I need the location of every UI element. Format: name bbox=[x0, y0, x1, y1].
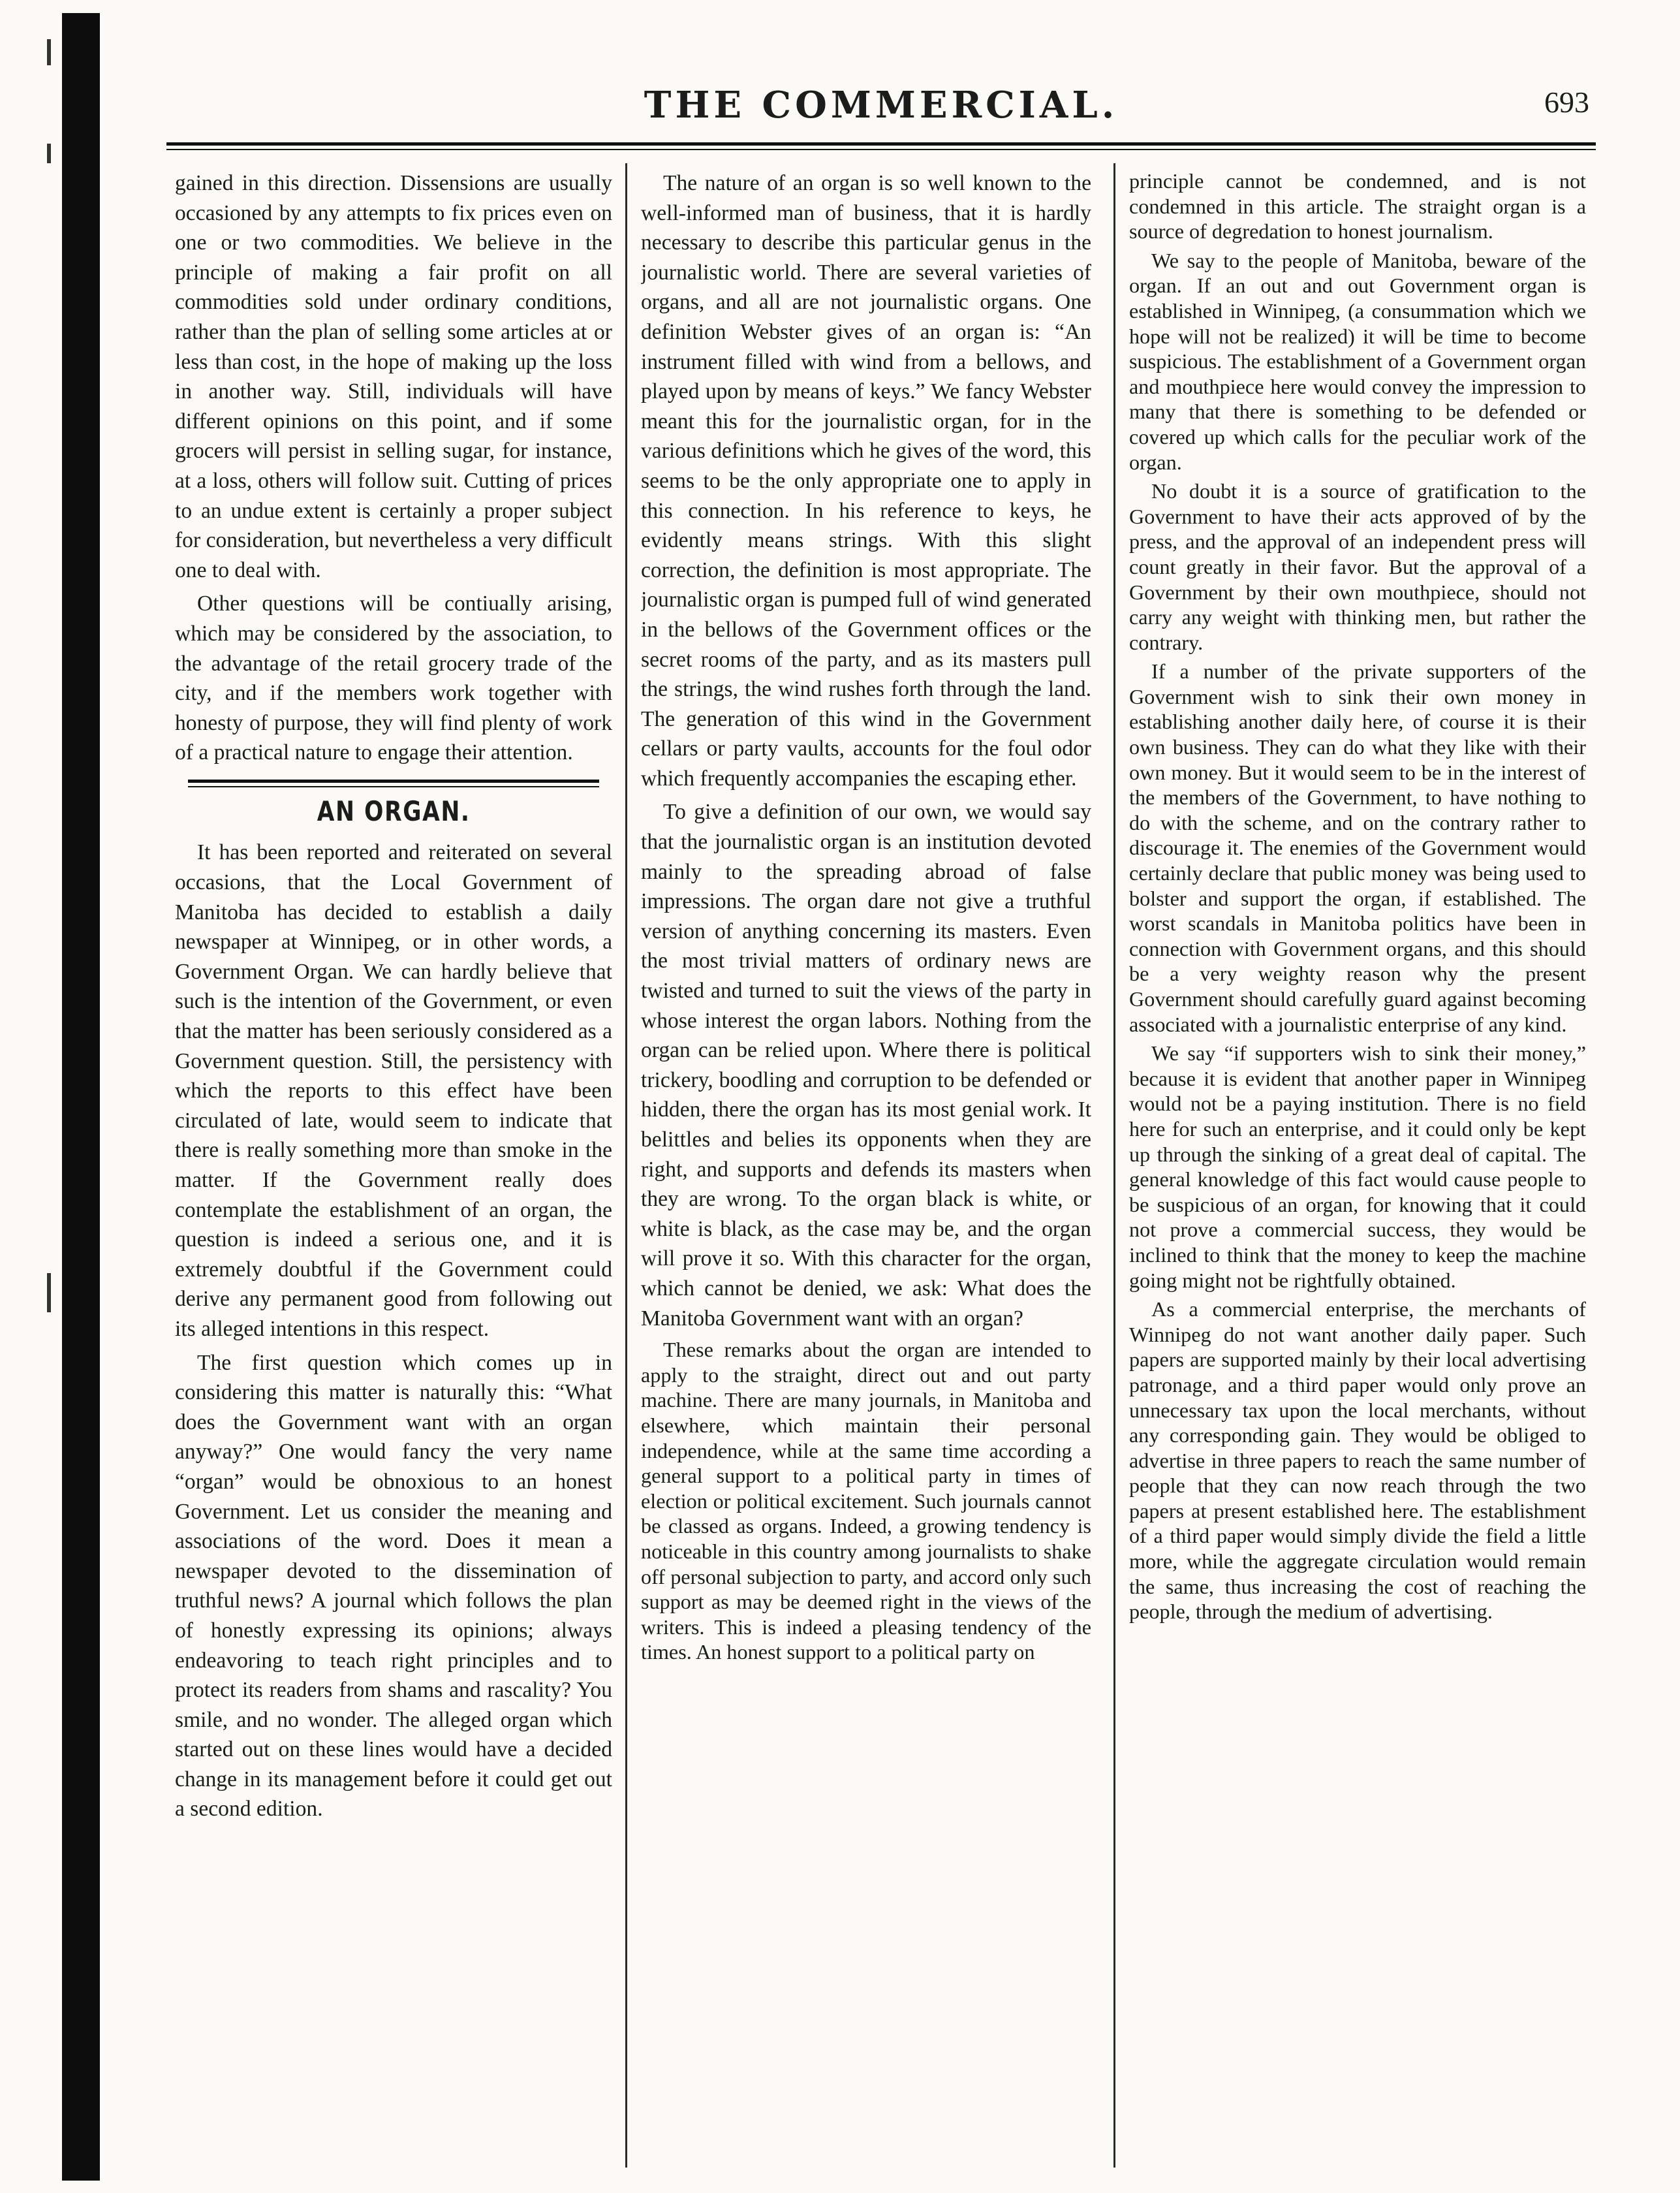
paragraph: Other questions will be contiually arising, which may be considered by the association, to the advantage of the retail grocery trade of the city, and if the members work together with honesty of purpose, they will find plenty of work of a practical nature to engage their attention. bbox=[175, 592, 612, 765]
article-title: AN ORGAN. bbox=[317, 795, 471, 827]
paragraph: principle cannot be condemned, and is not condemned in this article. The straight organ is a source of degredation to honest journalism. bbox=[1129, 169, 1586, 244]
paragraph: The first question which comes up in considering this matter is naturally this: “What does the Government want with an organ anyway?” One would fancy the very name “organ” would be obnoxious to an honest Government. Let us consider the meaning and associations of the word. Does it mean a newspaper devoted to the dissemination of truthful news? A journal which follows the plan of honestly expressing its opinions; always endeavoring to teach right principles and to protect its readers from shams and rascality? You smile, and no wonder. The alleged organ which started out on these lines would have a decided change in its management before it could get out a second edition. bbox=[175, 1350, 612, 1822]
paragraph: The nature of an organ is so well known to the well-informed man of business, that it is hardly necessary to describe this particular genus in the journalistic world. There are several varieties of organs, and all are not journalistic organs. One definition Webster gives of an organ is: “An instrument filled with wind from a bellows, and played upon by means of keys.” We fancy Webster meant this for the journalistic organ, for in the various definitions which he gives of the word, this seems to be the only appropriate one to apply in this connection. In his reference to keys, he evidently means strings. With this slight correction, the definition is most appropriate. The journalistic organ is pumped full of wind generated in the bellows of the Government offices or the secret rooms of the party, and as its masters pull the strings, the wind rushes forth through the land. The generation of this wind in the Government cellars or party vaults, accounts for the foul odor which frequently accompanies the escaping ether. bbox=[641, 171, 1091, 791]
paragraph: To give a definition of our own, we would say that the journalistic organ is an institution devoted mainly to the spreading abroad of false impressions. The organ dare not give a truthful version of anything concerning its masters. Even the most trivial matters of ordinary news are twisted and turned to suit the views of the party in whose interest the organ labors. Nothing from the organ can be relied upon. Where there is political trickery, boodling and corruption to be defended or hidden, there the organ has its most genial work. It belittles and belies its opponents when they are right, and supports and defends its masters when they are wrong. To the organ black is white, or white is black, as the case may be, and the organ will prove it so. With this character for the organ, which cannot be denied, we ask: What does the Manitoba Government want with an organ? bbox=[641, 800, 1091, 1331]
heading-rule bbox=[188, 786, 599, 787]
paragraph: No doubt it is a source of gratification to the Government to have their acts approved of by the press, and the approval of an independent press will count greatly in their favor. But the approval of a Government by their own mouthpiece, should not carry any weight with thinking men, but rather the contrary. bbox=[1129, 479, 1586, 654]
page-number: 693 bbox=[1544, 86, 1589, 119]
margin-mark bbox=[47, 1273, 51, 1312]
article-column-3 bbox=[1129, 168, 1586, 2166]
paragraph: We say “if supporters wish to sink their money,” because it is evident that another paper in Winnipeg would not be a paying institution. There is no field here for such an enterprise, and it could only be kept up through the sinking of a great deal of capital. The general knowledge of this fact would cause people to be suspicious of an organ, for knowing that it could not prove a commercial success, they would be inclined to think that the money to keep the machine going might not be rightfully obtained. bbox=[1129, 1041, 1586, 1292]
heading-rule bbox=[188, 780, 599, 783]
page-header bbox=[166, 72, 1596, 137]
paragraph: We say to the people of Manitoba, beware of the organ. If an out and out Government organ is established in Winnipeg, (a consummation which we hope will not be realized) it will be time to become suspicious. The establishment of a Government organ and mouthpiece here would convey the impression to many that there is something to be defended or covered up which calls for the peculiar work of the organ. bbox=[1129, 248, 1586, 474]
article-column-1 bbox=[175, 168, 612, 2166]
paragraph: gained in this direction. Dissensions are usually occasioned by any attempts to fix prices even on one or two commodities. We believe in the principle of making a fair profit on all commodities sold under ordinary conditions, rather than the plan of selling some articles at or less than cost, in the hope of making up the loss in another way. Still, individuals will have different opinions on this point, and if some grocers will persist in selling sugar, for instance, at a loss, others will follow suit. Cutting of prices to an undue extent is certainly a proper subject for consideration, but nevertheless a very difficult one to deal with. bbox=[175, 171, 612, 582]
paragraph: It has been reported and reiterated on several occasions, that the Local Government of Manitoba has decided to establish a daily newspaper at Winnipeg, or in other words, a Government Organ. We can hardly believe that such is the intention of the Government, or even that the matter has been seriously considered as a Government question. Still, the persistency with which the reports to this effect have been circulated of late, would seem to indicate that there is really something more than smoke in the matter. If the Government really does contemplate the establishment of an organ, the question is indeed a serious one, and it is extremely doubtful if the Government could derive any permanent good from following out its alleged intentions in this respect. bbox=[175, 840, 612, 1341]
binding-edge-bar bbox=[62, 13, 100, 2181]
paragraph: If a number of the private supporters of the Government wish to sink their own money in establishing another daily here, of course it is their own business. They can do what they like with their own money. But it would seem to be in the interest of the members of the Government, to have nothing to do with the scheme, and on the contrary rather to discourage it. The enemies of the Government would certainly declare that public money was being used to bolster and support the organ, if established. The worst scandals in Manitoba politics have been in connection with Government organs, and this should be a very weighty reason why the present Government should carefully guard against becoming associated with a journalistic enterprise of any kind. bbox=[1129, 659, 1586, 1036]
header-rule-thick bbox=[166, 142, 1596, 146]
column-divider bbox=[625, 163, 627, 2168]
paragraph: These remarks about the organ are intended to apply to the straight, direct out and out party machine. There are many journals, in Manitoba and elsewhere, which maintain their personal independence, while at the same time according a general support to a political party in times of election or political excitement. Such journals cannot be classed as organs. Indeed, a growing tendency is noticeable in this country among journalists to shake off personal subjection to party, and accord only such support as may be deemed right in the views of the writers. This is indeed a pleasing tendency of the times. An honest support to a political party on bbox=[641, 1338, 1091, 1664]
article-heading bbox=[175, 780, 612, 829]
margin-mark bbox=[47, 144, 51, 163]
masthead-title: THE COMMERCIAL. bbox=[644, 84, 1119, 127]
column-divider bbox=[1113, 163, 1115, 2168]
margin-mark bbox=[47, 39, 51, 65]
header-rule-thin bbox=[166, 149, 1596, 150]
article-column-2 bbox=[641, 168, 1091, 2166]
paragraph: As a commercial enterprise, the merchants of Winnipeg do not want another daily paper. Such papers are supported mainly by their local advertising patronage, and a third paper would only prove an unnecessary tax upon the local merchants, without any corresponding gain. They would be obliged to advertise in three papers to reach the same number of people that they can now reach through the two papers at present established here. The establishment of a third paper would simply divide the field a little more, while the aggregate circulation would remain the same, thus increasing the cost of reaching the people, through the medium of advertising. bbox=[1129, 1297, 1586, 1624]
